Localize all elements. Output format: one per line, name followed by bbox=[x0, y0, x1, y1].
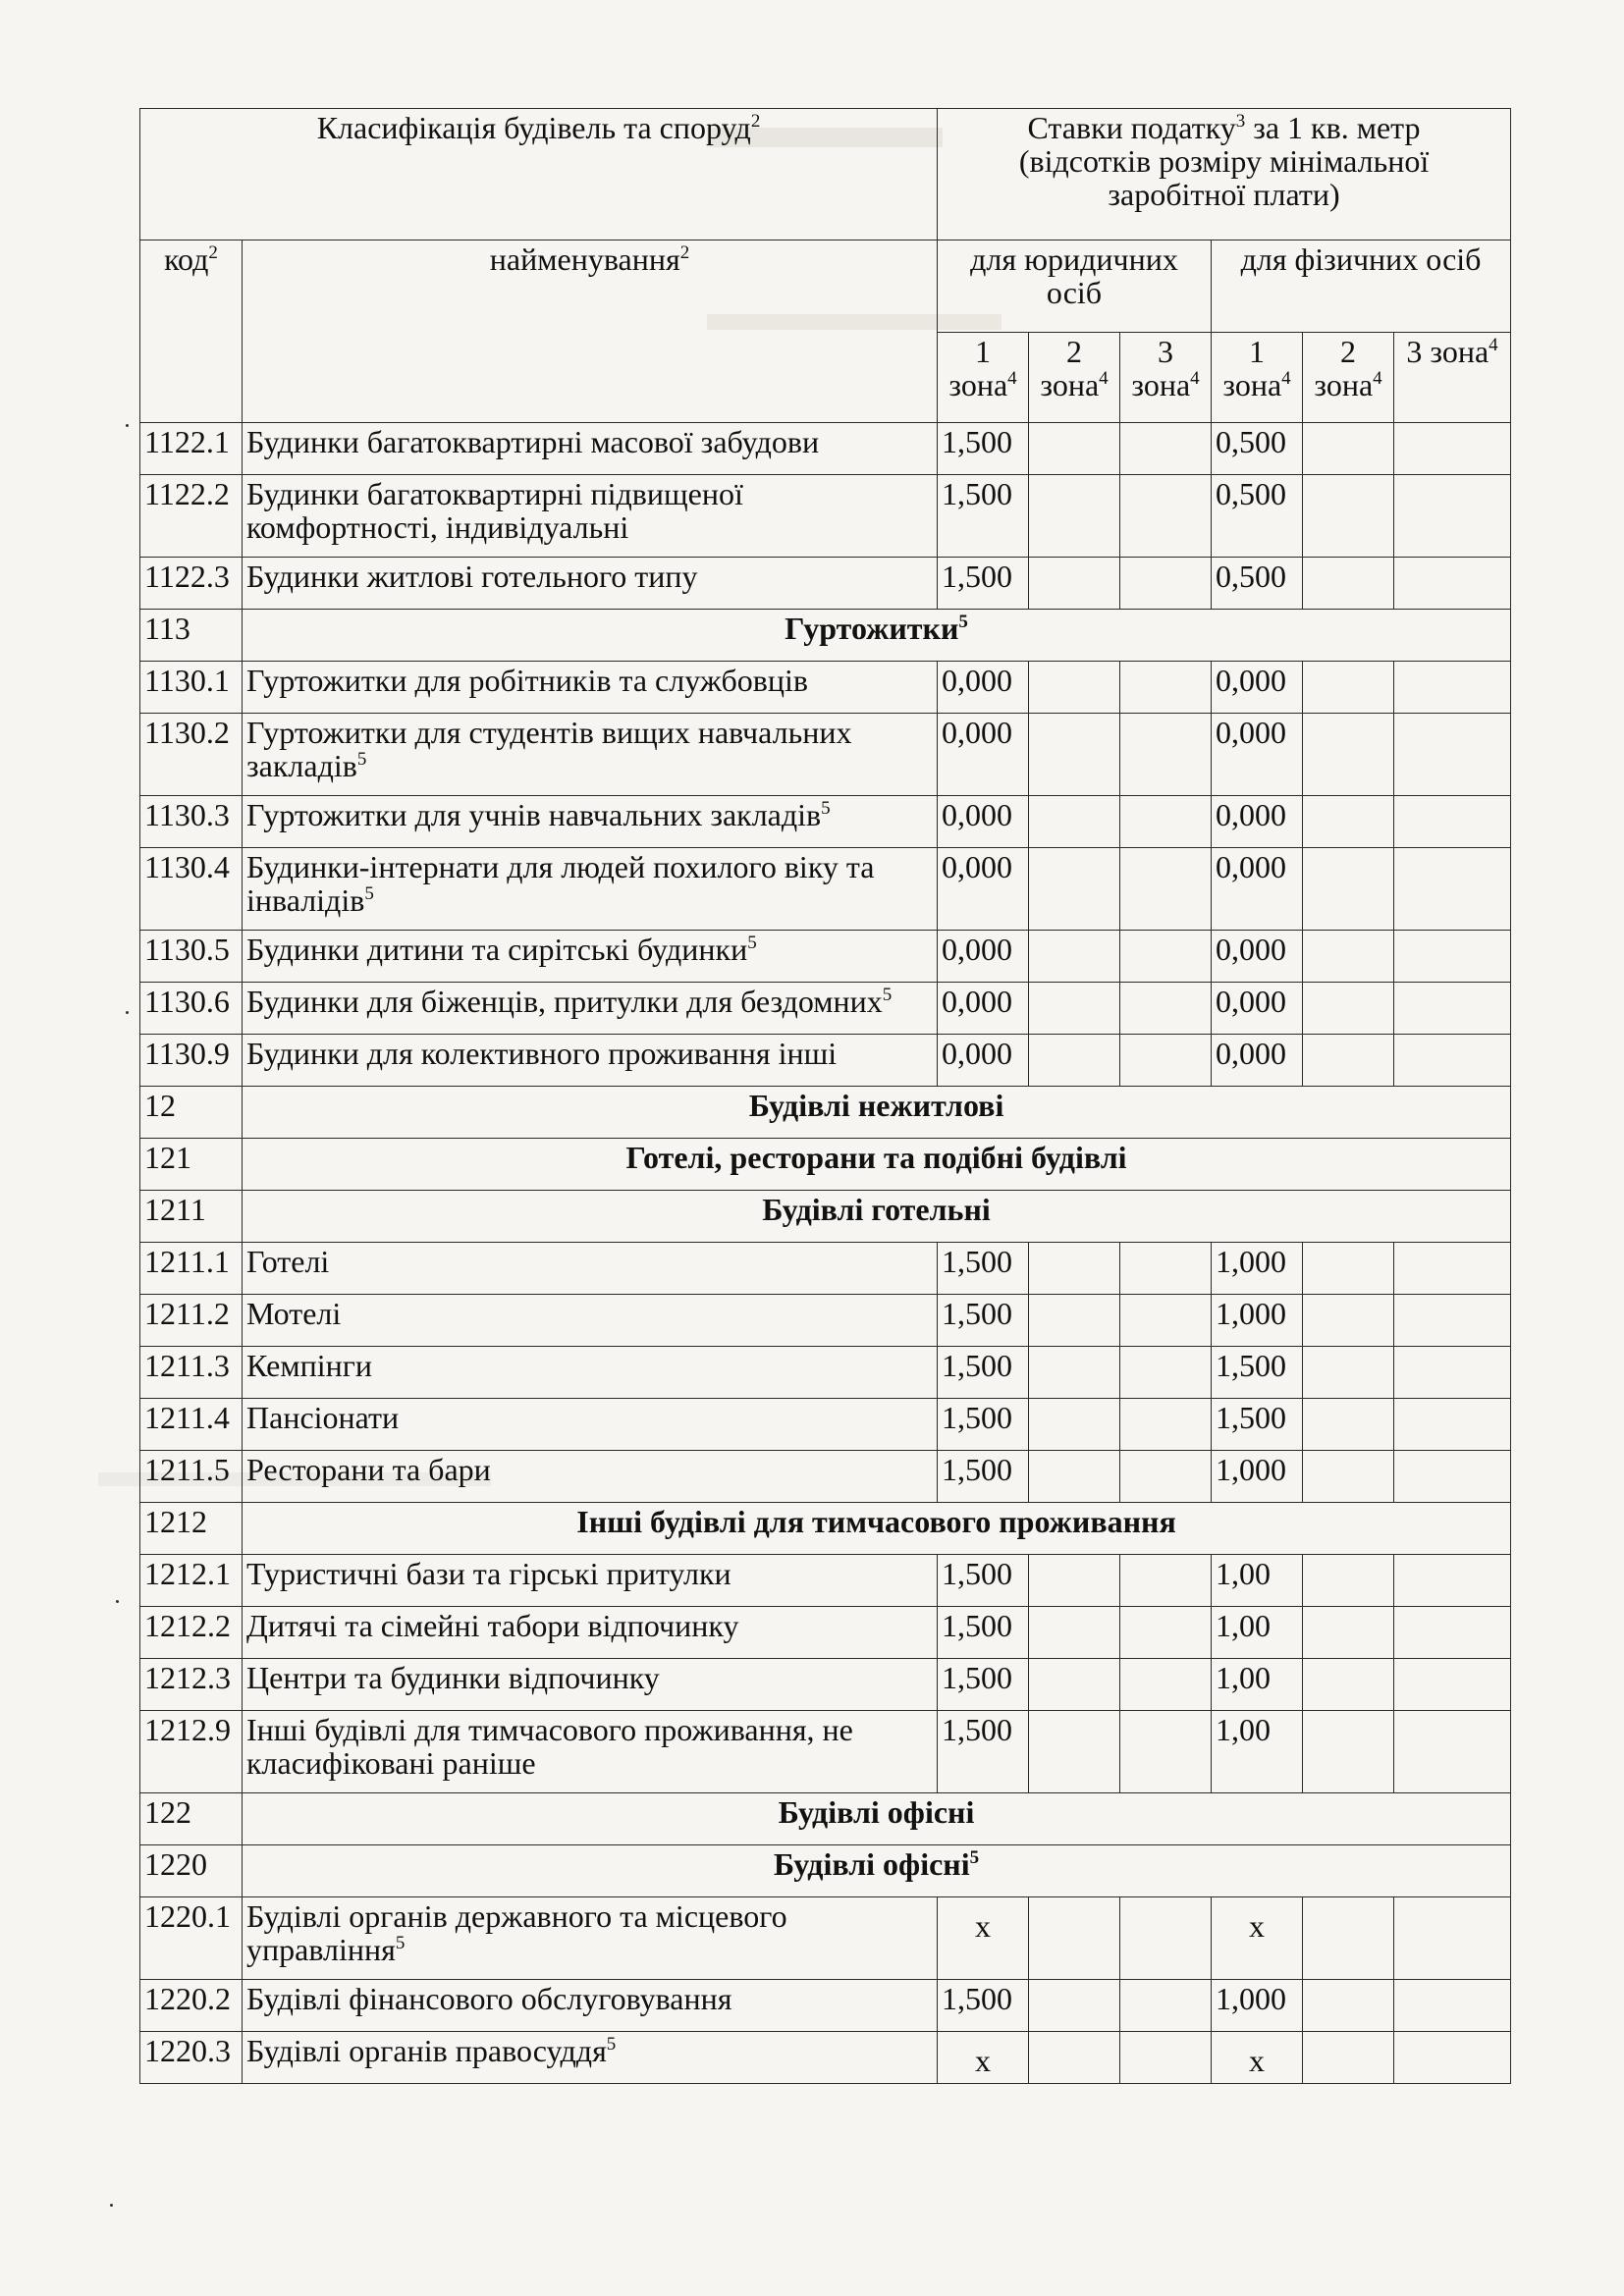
legal-entities-header: для юридичних осіб bbox=[938, 240, 1212, 333]
physical-persons-header: для фізичних осіб bbox=[1212, 240, 1511, 333]
building-name-continued: інвалідів bbox=[246, 882, 365, 918]
physical-zone-2-header: 2 зона$^4$ bbox=[1303, 333, 1394, 423]
legal-zone-3-cell bbox=[1120, 1399, 1212, 1451]
physical-zone-1-cell: 1,00 bbox=[1212, 1711, 1303, 1793]
scan-speck bbox=[126, 1011, 129, 1014]
tax-rates-table bbox=[139, 108, 1511, 2084]
legal-zone-1-cell: 0,000 bbox=[938, 931, 1029, 983]
section-row bbox=[140, 610, 1511, 662]
legal-zone-2-header: 2 зона$^4$ bbox=[1029, 333, 1120, 423]
name-cell bbox=[243, 1980, 938, 2032]
physical-zone-3-cell bbox=[1394, 714, 1511, 796]
legal-zone-3-cell bbox=[1120, 475, 1212, 558]
legal-zone-2-cell bbox=[1029, 1607, 1120, 1659]
section-row bbox=[140, 1845, 1511, 1897]
table-row bbox=[140, 1347, 1511, 1399]
section-title bbox=[243, 1503, 1511, 1555]
code-cell: 1212.1 bbox=[140, 1555, 243, 1607]
section-title bbox=[243, 1845, 1511, 1897]
name-cell bbox=[243, 1711, 938, 1793]
physical-zone-2-cell bbox=[1303, 1347, 1394, 1399]
code-cell: 1130.5 bbox=[140, 931, 243, 983]
legal-zone-3-cell bbox=[1120, 714, 1212, 796]
table-row bbox=[140, 796, 1511, 848]
table-row bbox=[140, 662, 1511, 714]
name-cell bbox=[243, 1243, 938, 1295]
building-name: Будинки житлові готельного типу bbox=[246, 559, 698, 594]
building-name: Мотелі bbox=[246, 1296, 342, 1331]
table-row bbox=[140, 1399, 1511, 1451]
physical-zone-3-cell bbox=[1394, 1295, 1511, 1347]
legal-zone-3-cell bbox=[1120, 931, 1212, 983]
building-name: Ресторани та бари bbox=[246, 1452, 491, 1487]
name-cell bbox=[243, 983, 938, 1035]
section-title bbox=[243, 1191, 1511, 1243]
code-cell: 113 bbox=[140, 610, 243, 662]
name-cell bbox=[243, 662, 938, 714]
table-row bbox=[140, 475, 1511, 558]
physical-zone-2-cell bbox=[1303, 1711, 1394, 1793]
building-name: Кемпінги bbox=[246, 1348, 372, 1383]
table-row bbox=[140, 1897, 1511, 1980]
legal-zone-2-cell bbox=[1029, 1897, 1120, 1980]
code-cell: 1212.3 bbox=[140, 1659, 243, 1711]
code-cell: 1130.4 bbox=[140, 848, 243, 931]
physical-zone-3-cell bbox=[1394, 1035, 1511, 1087]
section-title-text: Готелі, ресторани та подібні будівлі bbox=[625, 1140, 1127, 1175]
code-cell: 1122.3 bbox=[140, 558, 243, 610]
footnote-marker: 5 bbox=[958, 612, 968, 632]
legal-zone-3-cell bbox=[1120, 1711, 1212, 1793]
code-cell: 1220.2 bbox=[140, 1980, 243, 2032]
legal-zone-1-cell: 1,500 bbox=[938, 1607, 1029, 1659]
physical-zone-1-cell: 0,000 bbox=[1212, 714, 1303, 796]
physical-zone-2-cell bbox=[1303, 714, 1394, 796]
legal-zone-1-cell: 0,000 bbox=[938, 662, 1029, 714]
code-cell: 1211.4 bbox=[140, 1399, 243, 1451]
physical-zone-3-cell bbox=[1394, 423, 1511, 475]
physical-zone-3-cell bbox=[1394, 1347, 1511, 1399]
footnote-marker: 5 bbox=[395, 1933, 406, 1953]
physical-zone-1-cell: 0,000 bbox=[1212, 1035, 1303, 1087]
name-cell bbox=[243, 423, 938, 475]
physical-zone-1-cell: 1,00 bbox=[1212, 1607, 1303, 1659]
legal-zone-2-cell bbox=[1029, 983, 1120, 1035]
legal-zone-1-cell: 0,000 bbox=[938, 1035, 1029, 1087]
section-row bbox=[140, 1191, 1511, 1243]
table-row bbox=[140, 1555, 1511, 1607]
scan-speck bbox=[116, 1600, 119, 1603]
building-name: Гуртожитки для студентів вищих навчальних bbox=[246, 715, 852, 750]
section-row bbox=[140, 1793, 1511, 1845]
physical-zone-3-cell bbox=[1394, 1980, 1511, 2032]
section-title-text: Гуртожитки bbox=[785, 611, 959, 646]
legal-zone-2-cell bbox=[1029, 796, 1120, 848]
legal-zone-3-cell bbox=[1120, 1243, 1212, 1295]
physical-zone-2-cell bbox=[1303, 796, 1394, 848]
legal-zone-2-cell bbox=[1029, 1295, 1120, 1347]
table-row bbox=[140, 983, 1511, 1035]
physical-zone-3-cell bbox=[1394, 1399, 1511, 1451]
legal-zone-2-cell bbox=[1029, 423, 1120, 475]
code-cell: 1211.5 bbox=[140, 1451, 243, 1503]
code-cell: 1211.3 bbox=[140, 1347, 243, 1399]
building-name: Інші будівлі для тимчасового проживання, не bbox=[246, 1712, 853, 1747]
legal-zone-1-cell: х bbox=[938, 2032, 1029, 2084]
physical-zone-3-cell bbox=[1394, 1451, 1511, 1503]
physical-zone-2-cell bbox=[1303, 1980, 1394, 2032]
building-name: Гуртожитки для учнів навчальних закладів bbox=[246, 797, 822, 832]
table-row bbox=[140, 1607, 1511, 1659]
code-cell: 1122.2 bbox=[140, 475, 243, 558]
code-cell: 1212.9 bbox=[140, 1711, 243, 1793]
physical-zone-2-cell bbox=[1303, 475, 1394, 558]
physical-zone-2-cell bbox=[1303, 1295, 1394, 1347]
physical-zone-2-cell bbox=[1303, 1897, 1394, 1980]
footnote-marker: 5 bbox=[969, 1847, 980, 1868]
physical-zone-1-cell: 0,500 bbox=[1212, 423, 1303, 475]
name-cell bbox=[243, 1295, 938, 1347]
table-row bbox=[140, 1243, 1511, 1295]
legal-zone-2-cell bbox=[1029, 1451, 1120, 1503]
legal-zone-1-cell: 0,000 bbox=[938, 796, 1029, 848]
footnote-marker: 5 bbox=[364, 883, 374, 904]
building-name: Будинки для колективного проживання інші bbox=[246, 1036, 838, 1071]
legal-zone-3-cell bbox=[1120, 558, 1212, 610]
code-cell: 1130.1 bbox=[140, 662, 243, 714]
code-cell: 1211.1 bbox=[140, 1243, 243, 1295]
table-row bbox=[140, 714, 1511, 796]
code-cell: 1220 bbox=[140, 1845, 243, 1897]
physical-zone-2-cell bbox=[1303, 2032, 1394, 2084]
section-title bbox=[243, 610, 1511, 662]
code-cell: 1211.2 bbox=[140, 1295, 243, 1347]
building-name-continued: управління bbox=[246, 1932, 396, 1967]
legal-zone-1-cell: 1,500 bbox=[938, 1347, 1029, 1399]
legal-zone-3-cell bbox=[1120, 1607, 1212, 1659]
physical-zone-1-cell: 0,500 bbox=[1212, 558, 1303, 610]
legal-zone-2-cell bbox=[1029, 662, 1120, 714]
code-cell: 1130.9 bbox=[140, 1035, 243, 1087]
physical-zone-2-cell bbox=[1303, 848, 1394, 931]
physical-zone-3-cell bbox=[1394, 983, 1511, 1035]
legal-zone-1-cell: 1,500 bbox=[938, 1243, 1029, 1295]
legal-zone-2-cell bbox=[1029, 1035, 1120, 1087]
physical-zone-1-cell: 0,000 bbox=[1212, 662, 1303, 714]
name-cell bbox=[243, 1035, 938, 1087]
section-row bbox=[140, 1503, 1511, 1555]
legal-zone-1-cell: х bbox=[938, 1897, 1029, 1980]
legal-zone-1-cell: 1,500 bbox=[938, 1555, 1029, 1607]
physical-zone-2-cell bbox=[1303, 1399, 1394, 1451]
physical-zone-3-cell bbox=[1394, 475, 1511, 558]
name-cell bbox=[243, 475, 938, 558]
table-row bbox=[140, 1711, 1511, 1793]
physical-zone-3-cell bbox=[1394, 1555, 1511, 1607]
building-name: Дитячі та сімейні табори відпочинку bbox=[246, 1608, 739, 1643]
code-cell: 1220.1 bbox=[140, 1897, 243, 1980]
physical-zone-1-cell: 1,00 bbox=[1212, 1555, 1303, 1607]
name-cell bbox=[243, 1607, 938, 1659]
physical-zone-1-cell: 0,500 bbox=[1212, 475, 1303, 558]
code-cell: 1122.1 bbox=[140, 423, 243, 475]
physical-zone-1-cell: 1,000 bbox=[1212, 1243, 1303, 1295]
physical-zone-2-cell bbox=[1303, 558, 1394, 610]
building-name: Будівлі органів державного та місцевого bbox=[246, 1898, 787, 1934]
legal-zone-2-cell bbox=[1029, 2032, 1120, 2084]
section-title-text: Будівлі офісні bbox=[773, 1846, 970, 1882]
name-cell bbox=[243, 1347, 938, 1399]
physical-zone-1-cell: 1,000 bbox=[1212, 1451, 1303, 1503]
physical-zone-3-cell bbox=[1394, 1711, 1511, 1793]
building-name: Гуртожитки для робітників та службовців bbox=[246, 663, 808, 698]
section-title bbox=[243, 1087, 1511, 1139]
table-row bbox=[140, 2032, 1511, 2084]
building-name-continued: закладів bbox=[246, 748, 357, 783]
legal-zone-2-cell bbox=[1029, 931, 1120, 983]
legal-zone-1-cell: 1,500 bbox=[938, 423, 1029, 475]
building-name: Будинки-інтернати для людей похилого віку та bbox=[246, 849, 875, 884]
building-name-continued: класифіковані раніше bbox=[246, 1745, 536, 1781]
code-cell: 1130.3 bbox=[140, 796, 243, 848]
footnote-marker: 5 bbox=[882, 985, 893, 1005]
code-cell: 1212 bbox=[140, 1503, 243, 1555]
legal-zone-2-cell bbox=[1029, 558, 1120, 610]
name-cell bbox=[243, 714, 938, 796]
physical-zone-1-cell: 1,000 bbox=[1212, 1295, 1303, 1347]
physical-zone-3-header: 3 зона$^4$ bbox=[1394, 333, 1511, 423]
code-cell: 1130.2 bbox=[140, 714, 243, 796]
physical-zone-2-cell bbox=[1303, 1659, 1394, 1711]
table-row bbox=[140, 1295, 1511, 1347]
physical-zone-2-cell bbox=[1303, 1555, 1394, 1607]
physical-zone-3-cell bbox=[1394, 1897, 1511, 1980]
building-name-continued: комфортності, індивідуальні bbox=[246, 509, 629, 545]
table-row bbox=[140, 1659, 1511, 1711]
physical-zone-3-cell bbox=[1394, 1243, 1511, 1295]
building-name: Будинки дитини та сирітські будинки bbox=[246, 932, 748, 967]
physical-zone-3-cell bbox=[1394, 848, 1511, 931]
name-cell bbox=[243, 1399, 938, 1451]
physical-zone-1-cell: 1,00 bbox=[1212, 1659, 1303, 1711]
scan-speck bbox=[110, 2204, 113, 2207]
legal-zone-3-cell bbox=[1120, 983, 1212, 1035]
building-name: Будівлі фінансового обслуговування bbox=[246, 1981, 732, 2016]
legal-zone-1-header: 1 зона$^4$ bbox=[938, 333, 1029, 423]
legal-zone-3-cell bbox=[1120, 1659, 1212, 1711]
name-cell bbox=[243, 1659, 938, 1711]
legal-zone-3-cell bbox=[1120, 662, 1212, 714]
physical-zone-3-cell bbox=[1394, 1659, 1511, 1711]
physical-zone-2-cell bbox=[1303, 1607, 1394, 1659]
legal-zone-2-cell bbox=[1029, 1399, 1120, 1451]
legal-zone-1-cell: 1,500 bbox=[938, 1451, 1029, 1503]
building-name: Готелі bbox=[246, 1244, 330, 1279]
physical-zone-1-cell: х bbox=[1212, 1897, 1303, 1980]
code-cell: 1211 bbox=[140, 1191, 243, 1243]
legal-zone-1-cell: 1,500 bbox=[938, 1659, 1029, 1711]
footnote-marker: 5 bbox=[356, 749, 367, 770]
legal-zone-3-cell bbox=[1120, 2032, 1212, 2084]
legal-zone-2-cell bbox=[1029, 1711, 1120, 1793]
physical-zone-3-cell bbox=[1394, 931, 1511, 983]
physical-zone-2-cell bbox=[1303, 1451, 1394, 1503]
legal-zone-2-cell bbox=[1029, 714, 1120, 796]
building-name: Будинки багатоквартирні масової забудови bbox=[246, 424, 820, 459]
physical-zone-3-cell bbox=[1394, 1607, 1511, 1659]
legal-zone-2-cell bbox=[1029, 475, 1120, 558]
physical-zone-2-cell bbox=[1303, 423, 1394, 475]
legal-zone-1-cell: 1,500 bbox=[938, 1295, 1029, 1347]
footnote-marker: 5 bbox=[821, 798, 831, 819]
physical-zone-1-cell: 1,000 bbox=[1212, 1980, 1303, 2032]
code-cell: 1212.2 bbox=[140, 1607, 243, 1659]
code-cell: 121 bbox=[140, 1139, 243, 1191]
name-cell bbox=[243, 931, 938, 983]
legal-zone-3-cell bbox=[1120, 1555, 1212, 1607]
section-title-text: Будівлі офісні bbox=[778, 1794, 975, 1830]
legal-zone-3-cell bbox=[1120, 423, 1212, 475]
legal-zone-1-cell: 1,500 bbox=[938, 1399, 1029, 1451]
physical-zone-2-cell bbox=[1303, 931, 1394, 983]
physical-zone-3-cell bbox=[1394, 2032, 1511, 2084]
legal-zone-3-cell bbox=[1120, 1897, 1212, 1980]
building-name: Пансіонати bbox=[246, 1400, 400, 1435]
name-cell bbox=[243, 1451, 938, 1503]
table-row bbox=[140, 423, 1511, 475]
legal-zone-3-cell bbox=[1120, 1035, 1212, 1087]
legal-zone-2-cell bbox=[1029, 1659, 1120, 1711]
building-name: Туристичні бази та гірські притулки bbox=[246, 1556, 731, 1591]
table-row bbox=[140, 558, 1511, 610]
legal-zone-1-cell: 1,500 bbox=[938, 475, 1029, 558]
physical-zone-1-cell: 1,500 bbox=[1212, 1347, 1303, 1399]
section-title-text: Інші будівлі для тимчасового проживання bbox=[576, 1504, 1176, 1539]
physical-zone-2-cell bbox=[1303, 1035, 1394, 1087]
legal-zone-3-cell bbox=[1120, 796, 1212, 848]
name-header: найменування$^2$ bbox=[243, 240, 938, 423]
name-cell bbox=[243, 796, 938, 848]
legal-zone-3-cell bbox=[1120, 1347, 1212, 1399]
physical-zone-1-cell: х bbox=[1212, 2032, 1303, 2084]
footnote-marker: 5 bbox=[606, 2034, 617, 2055]
code-cell: 12 bbox=[140, 1087, 243, 1139]
physical-zone-1-header: 1 зона$^4$ bbox=[1212, 333, 1303, 423]
physical-zone-3-cell bbox=[1394, 796, 1511, 848]
building-name: Центри та будинки відпочинку bbox=[246, 1660, 660, 1695]
physical-zone-1-cell: 0,000 bbox=[1212, 931, 1303, 983]
building-name: Будинки для біженців, притулки для бездомних bbox=[246, 984, 883, 1019]
physical-zone-3-cell bbox=[1394, 662, 1511, 714]
code-cell: 1130.6 bbox=[140, 983, 243, 1035]
table-row bbox=[140, 1980, 1511, 2032]
physical-zone-1-cell: 0,000 bbox=[1212, 983, 1303, 1035]
building-name: Будинки багатоквартирні підвищеної bbox=[246, 476, 743, 511]
legal-zone-3-cell bbox=[1120, 1451, 1212, 1503]
legal-zone-2-cell bbox=[1029, 1555, 1120, 1607]
legal-zone-1-cell: 1,500 bbox=[938, 1980, 1029, 2032]
legal-zone-1-cell: 1,500 bbox=[938, 1711, 1029, 1793]
legal-zone-1-cell: 0,000 bbox=[938, 848, 1029, 931]
physical-zone-1-cell: 1,500 bbox=[1212, 1399, 1303, 1451]
section-title-text: Будівлі нежитлові bbox=[748, 1088, 1004, 1123]
physical-zone-1-cell: 0,000 bbox=[1212, 848, 1303, 931]
name-cell bbox=[243, 2032, 938, 2084]
legal-zone-2-cell bbox=[1029, 1347, 1120, 1399]
legal-zone-1-cell: 0,000 bbox=[938, 983, 1029, 1035]
scan-speck bbox=[126, 424, 129, 427]
name-cell bbox=[243, 558, 938, 610]
physical-zone-1-cell: 0,000 bbox=[1212, 796, 1303, 848]
legal-zone-1-cell: 1,500 bbox=[938, 558, 1029, 610]
section-title bbox=[243, 1139, 1511, 1191]
physical-zone-2-cell bbox=[1303, 1243, 1394, 1295]
legal-zone-2-cell bbox=[1029, 1980, 1120, 2032]
code-header: код$^2$ bbox=[140, 240, 243, 423]
table-row bbox=[140, 848, 1511, 931]
classification-header: Класифікація будівель та споруд$^2$ bbox=[140, 109, 938, 240]
table-row bbox=[140, 1451, 1511, 1503]
name-cell bbox=[243, 1555, 938, 1607]
footnote-marker: 5 bbox=[747, 933, 757, 953]
section-row bbox=[140, 1087, 1511, 1139]
table-row bbox=[140, 1035, 1511, 1087]
legal-zone-3-cell bbox=[1120, 1295, 1212, 1347]
code-cell: 122 bbox=[140, 1793, 243, 1845]
physical-zone-2-cell bbox=[1303, 662, 1394, 714]
legal-zone-2-cell bbox=[1029, 848, 1120, 931]
rates-header: Ставки податку$^3$ за 1 кв. метр (відсотків розміру мінімальної заробітної плати) bbox=[938, 109, 1511, 240]
legal-zone-1-cell: 0,000 bbox=[938, 714, 1029, 796]
section-row bbox=[140, 1139, 1511, 1191]
name-cell bbox=[243, 848, 938, 931]
table-row bbox=[140, 931, 1511, 983]
legal-zone-3-header: 3 зона$^4$ bbox=[1120, 333, 1212, 423]
name-cell bbox=[243, 1897, 938, 1980]
physical-zone-2-cell bbox=[1303, 983, 1394, 1035]
building-name: Будівлі органів правосуддя bbox=[246, 2033, 607, 2068]
physical-zone-3-cell bbox=[1394, 558, 1511, 610]
section-title-text: Будівлі готельні bbox=[762, 1192, 991, 1227]
code-cell: 1220.3 bbox=[140, 2032, 243, 2084]
legal-zone-2-cell bbox=[1029, 1243, 1120, 1295]
legal-zone-3-cell bbox=[1120, 1980, 1212, 2032]
table-body bbox=[140, 423, 1511, 2084]
legal-zone-3-cell bbox=[1120, 848, 1212, 931]
section-title bbox=[243, 1793, 1511, 1845]
